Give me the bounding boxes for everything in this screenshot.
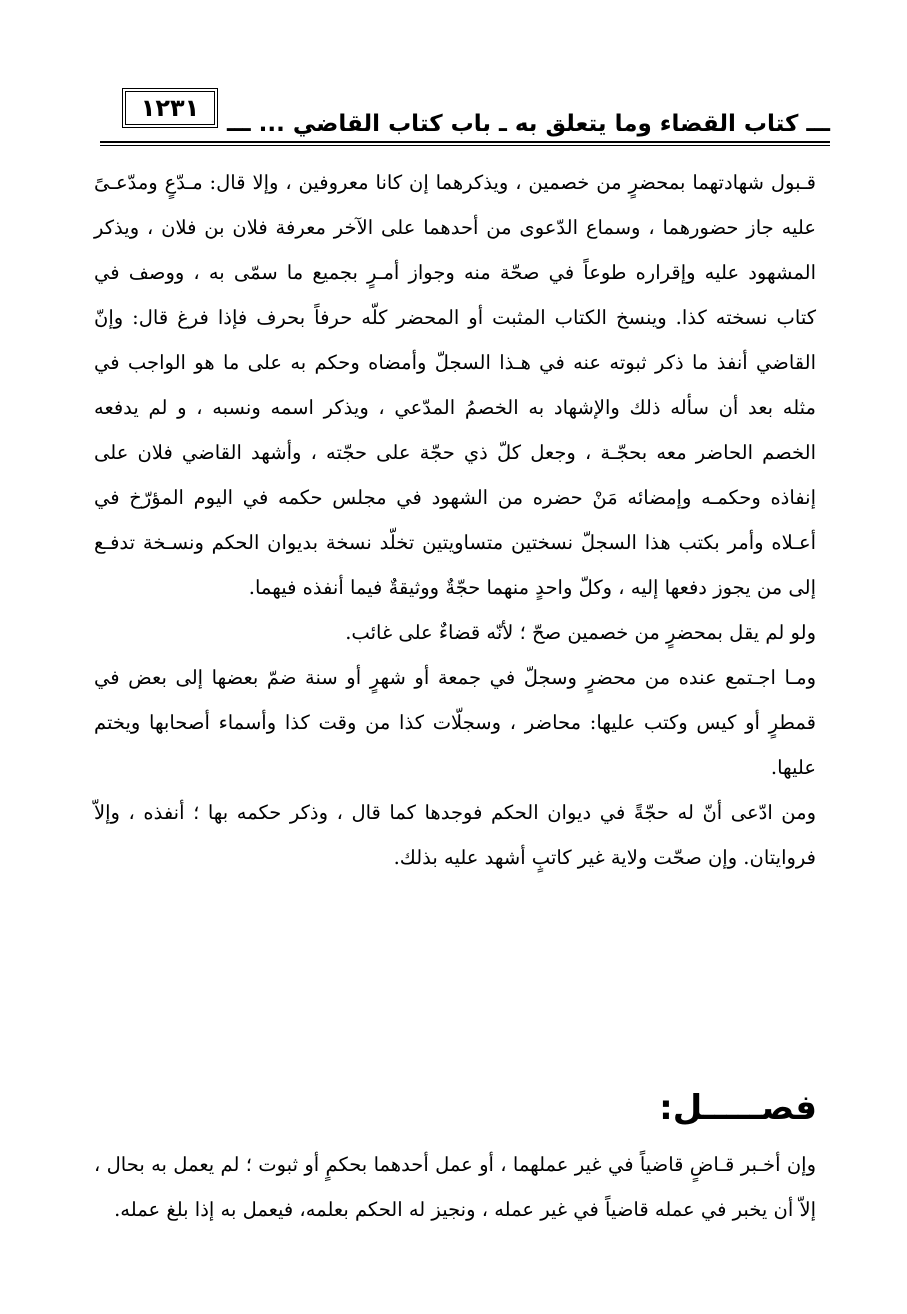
paragraph: ومن ادّعى أنّ له حجّةً في ديوان الحكم فوجدها كما قال ، وذكر حكمه بها ؛ أنفذه ، وإلاّ فروايتان. وإن صحّت ولاية غير كاتبٍ أشهد عليه بذلك. bbox=[94, 801, 816, 869]
page-header bbox=[100, 88, 830, 150]
running-title: ـــ كتاب القضاء وما يتعلق به ـ باب كتاب القاضي ... ـــ bbox=[227, 111, 830, 137]
page-number: ١٢٣١ bbox=[122, 88, 218, 128]
main-text bbox=[94, 160, 816, 880]
section-heading: فصـــــل: bbox=[659, 1088, 817, 1128]
paragraph: وإن أخـبر قـاضٍ قاضياً في غير عملهما ، أو عمل أحدهما بحكمٍ أو ثبوت ؛ لم يعمل به بحال ، إلاّ أن يخبر في عمله قاضياً في غير عمله ، ونجيز له الحكم بعلمه، فيعمل به إذا بلغ عمله. bbox=[94, 1153, 816, 1221]
paragraph: قـبول شهادتهما بمحضرٍ من خصمين ، ويذكرهما إن كانا معروفين ، وإلا قال: مـدّعٍ ومدّعـىً عليه جاز حضورهما ، وسماع الدّعوى من أحدهما على الآخر معرفة فلان بن فلان ، ويذكر المشهود عليه وإقراره طوعاً في صحّة منه وجواز أمـرٍ بجميع ما سمّى به ، ووصف في كتاب نسخته كذا. وينسخ الكتاب المثبت أو المحضر كلّه حرفاً بحرف فإذا فرغ قال: وإنّ القاضي أنفذ ما ذكر ثبوته عنه في هـذا السجلّ وأمضاه وحكم به على ما هو الواجب في مثله بعد أن سأله ذلك والإشهاد به الخصمُ المدّعي ، ويذكر اسمه ونسبه ، و لم يدفعه الخصم الحاضر معه بحجّـة ، وجعل كلّ ذي حجّة على حجّته ، وأشهد القاضي فلان على إنفاذه وحكمـه وإمضائه مَنْ حضره من الشهود في مجلس حكمه في اليوم المؤرّخ في أعـلاه وأمر بكتب هذا السجلّ نسختين متساويتين تخلّد نسخة بديوان الحكم ونسـخة تدفـع إلى من يجوز دفعها إليه ، وكلّ واحدٍ منهما حجّةٌ ووثيقةٌ فيما أنفذه فيهما. bbox=[94, 171, 816, 599]
section-text bbox=[94, 1142, 816, 1232]
paragraph: ومـا اجـتمع عنده من محضرٍ وسجلّ في جمعة أو شهرٍ أو سنة ضمّ بعضها إلى بعض في قمطرٍ أو كيس وكتب عليها: محاضر ، وسجلّات كذا من وقت كذا وأسماء أصحابها ويختم عليها. bbox=[94, 666, 816, 779]
paragraph: ولو لم يقل بمحضرٍ من خصمين صحّ ؛ لأنّه قضاءٌ على غائب. bbox=[345, 621, 816, 644]
header-rule bbox=[100, 141, 830, 146]
